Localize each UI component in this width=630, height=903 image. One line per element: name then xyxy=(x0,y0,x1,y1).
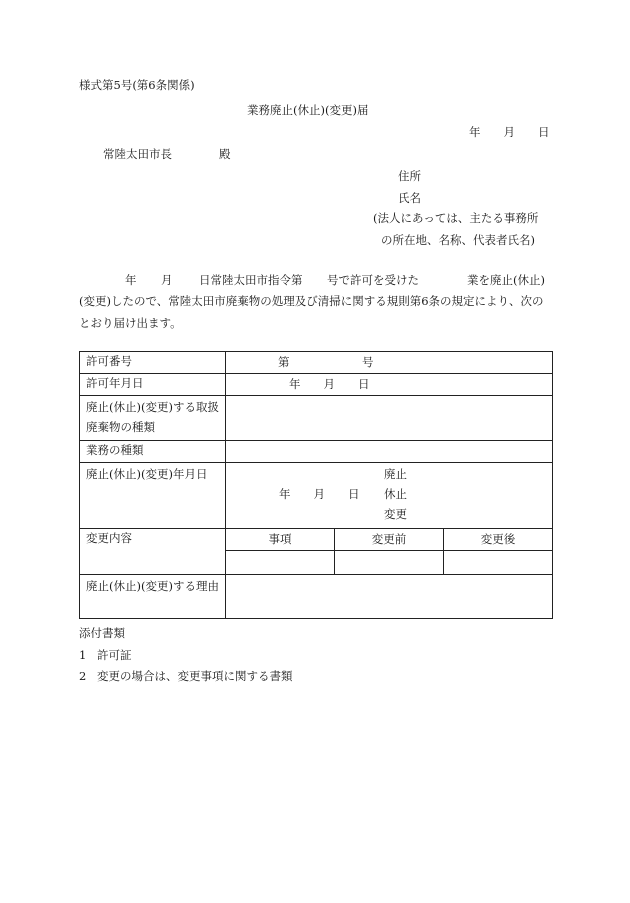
change-before-input[interactable] xyxy=(335,551,444,575)
waste-type-label: 廃止(休止)(変更)する取扱廃棄物の種類 xyxy=(80,396,226,441)
notification-table xyxy=(79,351,553,619)
stop-option-change: 変更 xyxy=(384,507,407,521)
attachment-1: 許可証 xyxy=(97,648,132,662)
body-permit-number: 号で許可を受けた xyxy=(327,273,419,287)
document-title: 業務廃止(休止)(変更)届 xyxy=(247,103,369,117)
permit-number-cell[interactable] xyxy=(226,352,553,374)
corp-note-line-1: (法人にあっては、主たる事務所 xyxy=(373,211,539,225)
body-line-3: とおり届け出ます。 xyxy=(79,316,182,330)
permit-date-cell[interactable] xyxy=(226,374,553,396)
waste-type-cell[interactable] xyxy=(226,396,553,441)
stop-date-ymd: 年 月 日 xyxy=(279,487,360,501)
change-item-input[interactable] xyxy=(226,551,335,575)
attachment-2-number: 2 xyxy=(79,669,87,683)
name-label: 氏名 xyxy=(398,191,421,205)
form-number: 様式第5号(第6条関係) xyxy=(79,78,195,92)
honorific: 殿 xyxy=(219,147,231,161)
address-label: 住所 xyxy=(398,169,421,183)
permit-number-go: 号 xyxy=(362,355,374,369)
body-line-2: (変更)したので、常陸太田市廃棄物の処理及び清掃に関する規則第6条の規定により、次の xyxy=(79,294,544,308)
business-type-cell[interactable] xyxy=(226,441,553,463)
stop-option-suspend: 休止 xyxy=(384,487,407,501)
date-line: 年 月 日 xyxy=(469,125,550,139)
reason-label: 廃止(休止)(変更)する理由 xyxy=(80,575,226,619)
attachment-1-number: 1 xyxy=(79,648,87,662)
stop-option-abolish: 廃止 xyxy=(384,467,407,481)
reason-cell[interactable] xyxy=(226,575,553,619)
change-content-label: 変更内容 xyxy=(80,529,226,575)
change-col-before: 変更前 xyxy=(335,529,444,551)
stop-date-label: 廃止(休止)(変更)年月日 xyxy=(80,463,226,529)
body-month: 月 xyxy=(161,273,173,287)
corp-note-line-2: の所在地、名称、代表者氏名) xyxy=(381,233,535,247)
change-col-after: 変更後 xyxy=(444,529,553,551)
attachments-heading: 添付書類 xyxy=(79,626,125,640)
permit-number-dai: 第 xyxy=(278,355,290,369)
permit-date-label: 許可年月日 xyxy=(80,374,226,396)
permit-number-label: 許可番号 xyxy=(80,352,226,374)
addressee: 常陸太田市長 xyxy=(103,147,172,161)
attachment-2: 変更の場合は、変更事項に関する書類 xyxy=(97,669,293,683)
permit-date-value: 年 月 日 xyxy=(289,377,370,391)
business-type-label: 業務の種類 xyxy=(80,441,226,463)
body-year: 年 xyxy=(125,273,137,287)
body-business-stop: 業を廃止(休止) xyxy=(467,273,545,287)
change-after-input[interactable] xyxy=(444,551,553,575)
change-col-item: 事項 xyxy=(226,529,335,551)
stop-date-cell[interactable] xyxy=(226,463,553,529)
body-decree: 日常陸太田市指令第 xyxy=(199,273,303,287)
